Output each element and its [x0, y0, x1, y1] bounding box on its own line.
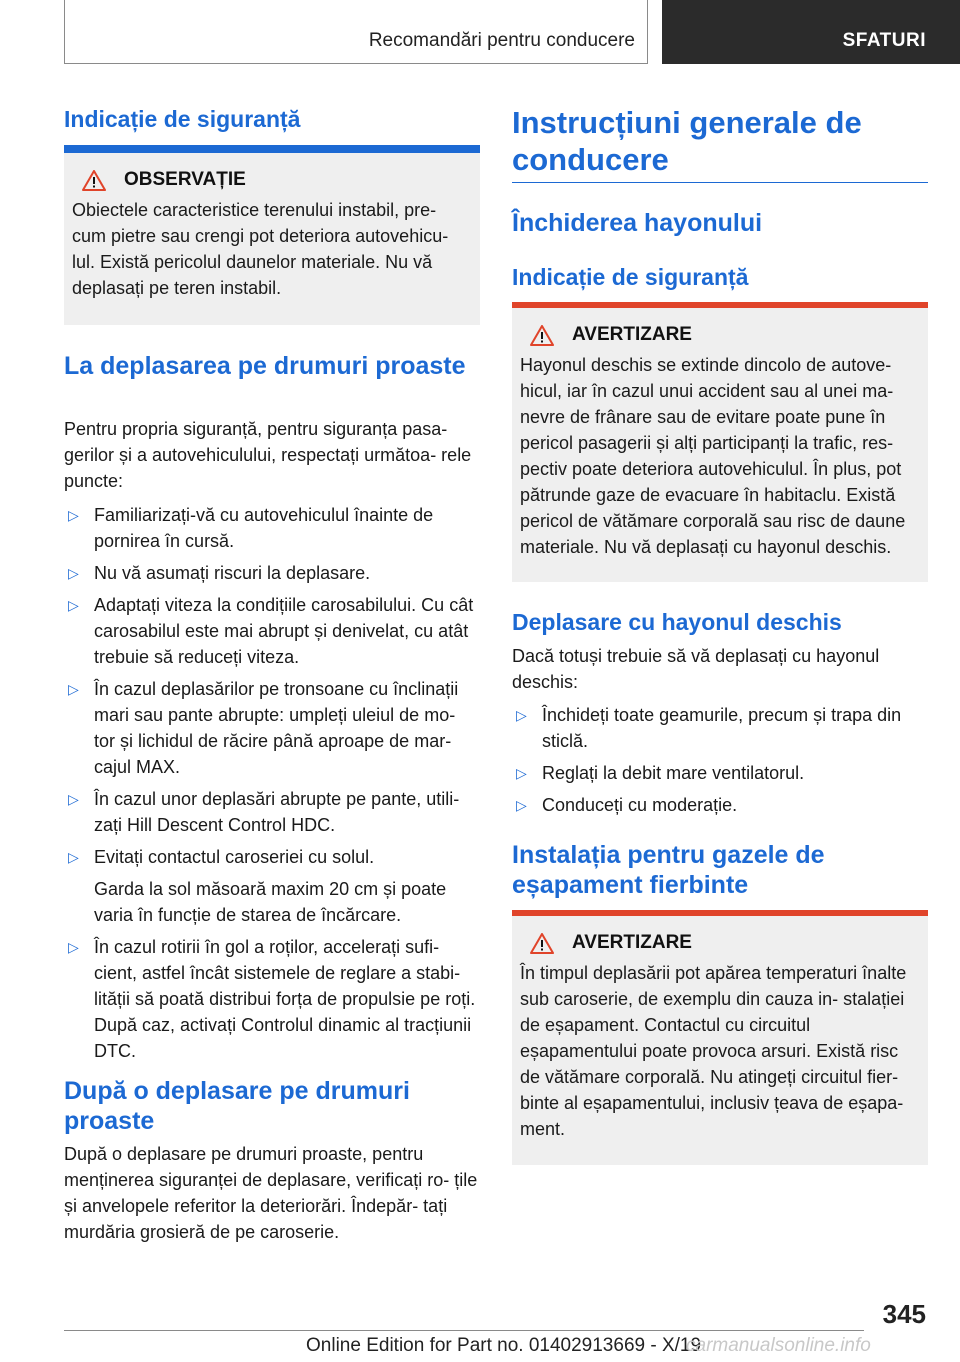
triangle-bullet-icon: ▷ [516, 797, 527, 813]
list-item [512, 760, 928, 786]
main-heading: Instrucțiuni generale de conducere [512, 105, 862, 177]
header-section-box [64, 0, 648, 64]
triangle-bullet-icon: ▷ [68, 597, 79, 613]
list-item [512, 792, 928, 818]
after-rough-roads-heading: După o deplasare pe drumuri proaste [64, 1077, 410, 1135]
warning-box-exhaust [512, 916, 928, 1165]
list-item [512, 702, 928, 754]
list-item [64, 844, 480, 928]
triangle-bullet-icon: ▷ [68, 681, 79, 697]
open-tailgate-intro: Dacă totuși trebuie să vă deplasați cu hayonul deschis: [512, 646, 880, 692]
tailgate-heading: Închiderea hayonului [512, 209, 763, 237]
warning-text: În timpul deplasării pot apărea temperaturi înalte sub caroserie, de exemplu din cauza in- stalației de eșapament. Contactul cu circuitul eșapamentului poate provoca arsuri. Există risc de vătămare corporală. Nu atingeți circuitul fier- binte al eșapamentului, inclusiv țeava de eșapa- ment. [520, 963, 907, 1139]
triangle-bullet-icon: ▷ [516, 765, 527, 781]
list-item [64, 560, 480, 586]
footer-edition: Online Edition for Part no. 01402913669 - X/19 [306, 1335, 702, 1356]
list-item-text: În cazul deplasărilor pe tronsoane cu înclinații mari sau pante abrupte: umpleți uleiul de mo- tor și lichidul de răcire până aproape de mar- cajul MAX. [94, 679, 459, 777]
open-tailgate-heading: Deplasare cu hayonul deschis [512, 609, 842, 635]
warning-title [530, 932, 920, 954]
right-safety-heading: Indicație de siguranță [512, 264, 749, 290]
notice-box [64, 153, 480, 325]
list-item-text: În cazul unor deplasări abrupte pe pante, utili- zați Hill Descent Control HDC. [94, 789, 460, 835]
triangle-bullet-icon: ▷ [68, 849, 79, 865]
list-item-text: Familiarizați-vă cu autovehiculul înainte de pornirea în cursă. [94, 505, 434, 551]
rough-roads-heading: La deplasarea pe drumuri proaste [64, 352, 466, 380]
warning-text: Hayonul deschis se extinde dincolo de autove- hicul, iar în cazul unui accident sau al unei ma- nevre de frânare sau de evitare poate pune în pericol pasagerii și alți participanți la trafic, res- pectiv poate deteriora autovehiculul. În plus, pot pătrunde gaze de evacuare în habitaclu. Există pericol de vătămare corporală sau risc de daune materiale. Nu vă deplasați cu hayonul deschis. [520, 355, 906, 557]
rough-roads-list [64, 496, 480, 1064]
list-item [64, 786, 480, 838]
after-rough-roads-text: După o deplasare pe drumuri proaste, pentru menținerea siguranței de deplasare, verificați ro- țile și anvelopele referitor la deteriorări. Îndepăr- tați murdăria grosieră de pe caroserie. [64, 1144, 478, 1242]
header-chapter-tab [662, 0, 960, 64]
list-item [64, 676, 480, 780]
footer-rule [64, 1330, 864, 1331]
left-safety-rule [64, 145, 480, 153]
main-heading-rule [512, 182, 928, 183]
warning-title [530, 324, 920, 346]
list-item [64, 592, 480, 670]
open-tailgate-list [512, 696, 928, 818]
notice-text: Obiectele caracteristice terenului instabil, pre- cum pietre sau crengi pot deteriora autovehicu- lul. Există pericolul daunelor materiale. Nu vă deplasați pe teren instabil. [72, 200, 449, 298]
left-safety-heading: Indicație de siguranță [64, 106, 301, 132]
list-item-text: Închideți toate geamurile, precum și trapa din sticlă. [542, 705, 902, 751]
exhaust-heading: Instalația pentru gazele de eșapament fierbinte [512, 841, 825, 899]
list-item [64, 934, 480, 1064]
warning-title-label: AVERTIZARE [572, 932, 692, 953]
list-item [64, 502, 480, 554]
rough-roads-intro: Pentru propria siguranță, pentru siguranța pasa- gerilor și a autovehiculului, respectați următoa- rele puncte: [64, 419, 472, 491]
triangle-bullet-icon: ▷ [68, 507, 79, 523]
header-section-title: Recomandări pentru conducere [368, 30, 635, 51]
header-chapter-label: SFATURI [842, 30, 926, 51]
triangle-bullet-icon: ▷ [516, 707, 527, 723]
warning-triangle-icon [82, 170, 106, 191]
list-item-text: Reglați la debit mare ventilatorul. [542, 763, 805, 783]
list-item-text: Nu vă asumați riscuri la deplasare. [94, 563, 371, 583]
triangle-bullet-icon: ▷ [68, 791, 79, 807]
triangle-bullet-icon: ▷ [68, 565, 79, 581]
warning-title-label: AVERTIZARE [572, 324, 692, 345]
warning-triangle-icon [530, 933, 554, 954]
list-item-text: Evitați contactul caroseriei cu solul. [94, 847, 375, 867]
notice-title [82, 169, 472, 191]
list-item-text: Adaptați viteza la condițiile carosabilului. Cu cât carosabilul este mai abrupt și denivelat, cu atât trebuie să reduceți viteza. [94, 595, 474, 667]
notice-title-label: OBSERVAȚIE [124, 169, 246, 190]
list-item-text: Conduceți cu moderație. [542, 795, 738, 815]
warning-box-tailgate [512, 308, 928, 582]
page-number: 345 [882, 1299, 926, 1329]
footer-watermark[interactable]: carmanualsonline.info [686, 1335, 871, 1356]
warning-triangle-icon [530, 325, 554, 346]
triangle-bullet-icon: ▷ [68, 939, 79, 955]
list-item-subtext: Garda la sol măsoară maxim 20 cm și poate varia în funcție de starea de încărcare. [94, 879, 447, 925]
list-item-text: În cazul rotirii în gol a roților, accelerați sufi- cient, astfel încât sistemele de reglare a stabi- lității să poată distribui forța de propulsie pe roți. După caz, activați Controlul dinamic al tracțiunii DTC. [94, 937, 476, 1061]
